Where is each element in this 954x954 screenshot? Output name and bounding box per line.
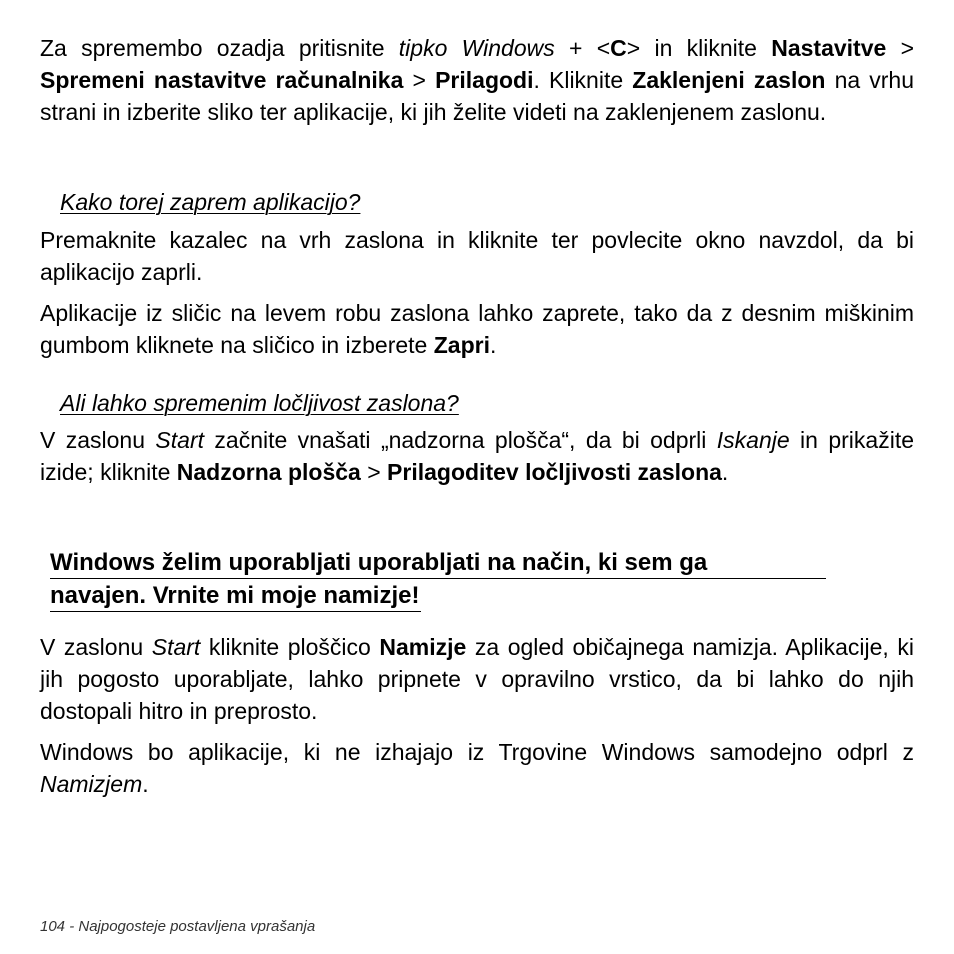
text-italic: Start <box>155 427 204 453</box>
text: začnite vnašati „nadzorna plošča“, da bi odprli <box>204 427 717 453</box>
text: na vrhu strani in izberite sliko ter aplikacije, ki jih želite videti na zaklenjenem zaslonu. <box>40 67 915 125</box>
paragraph-close-app: Premaknite kazalec na vrh zaslona in kliknite ter povlecite okno navzdol, da bi aplikacijo zaprli. <box>40 227 914 285</box>
question-close-app: Kako torej zaprem aplikacijo? <box>60 189 361 215</box>
text-bold: Zapri <box>433 332 490 358</box>
paragraph-resolution <box>40 424 914 488</box>
heading-line-1: Windows želim uporabljati uporabljati na način, ki sem ga <box>50 546 826 579</box>
section-heading <box>50 546 826 613</box>
text-bold: Namizje <box>379 634 467 660</box>
text: V zaslonu <box>40 634 152 660</box>
paragraph-store-apps <box>40 736 914 800</box>
heading-line-2: navajen. Vrnite mi moje namizje! <box>50 579 421 612</box>
text: > in kliknite <box>626 35 772 61</box>
text: . <box>489 332 497 358</box>
text: Windows bo aplikacije, ki ne izhajajo iz Trgovine Windows samodejno odprl z <box>40 739 914 765</box>
text-bold: Prilagoditev ločljivosti zaslona <box>387 459 722 485</box>
text: > <box>360 459 388 485</box>
question-resolution: Ali lahko spremenim ločljivost zaslona? <box>60 390 459 416</box>
page-footer: 104 - Najpogosteje postavljena vprašanja <box>40 918 316 935</box>
paragraph-close-thumbnail <box>40 297 914 361</box>
paragraph-wallpaper <box>40 32 914 128</box>
text: Aplikacije iz sličic na levem robu zaslona lahko zaprete, tako da z desnim miškinim gumbom kliknete na sličico in izberete <box>40 300 914 358</box>
text: > <box>403 67 436 93</box>
text: Za spremembo ozadja pritisnite <box>40 35 399 61</box>
text-italic: Namizjem <box>40 771 143 797</box>
text: in prikažite izide; kliknite <box>40 427 914 485</box>
text-italic: tipko Windows <box>398 35 555 61</box>
text-bold: Nadzorna plošča <box>176 459 361 485</box>
text: . Kliknite <box>533 67 633 93</box>
paragraph-desktop <box>40 631 914 727</box>
text-italic: Iskanje <box>716 427 790 453</box>
text-bold: Zaklenjeni zaslon <box>632 67 826 93</box>
text-bold: Prilagodi <box>435 67 534 93</box>
text-italic: Start <box>151 634 201 660</box>
text: za ogled običajnega namizja. Aplikacije, ki jih pogosto uporabljate, lahko pripnete v opravilno vrstico, da bi lahko do njih dostopali hitro in preprosto. <box>40 634 914 724</box>
text: > <box>886 35 914 61</box>
text-bold: Nastavitve <box>771 35 887 61</box>
text-bold: C <box>610 35 627 61</box>
text: + < <box>554 35 611 61</box>
text: . <box>721 459 729 485</box>
text: kliknite ploščico <box>200 634 380 660</box>
text: . <box>142 771 149 797</box>
text-bold: Spremeni nastavitve računalnika <box>40 67 404 93</box>
text: V zaslonu <box>40 427 156 453</box>
